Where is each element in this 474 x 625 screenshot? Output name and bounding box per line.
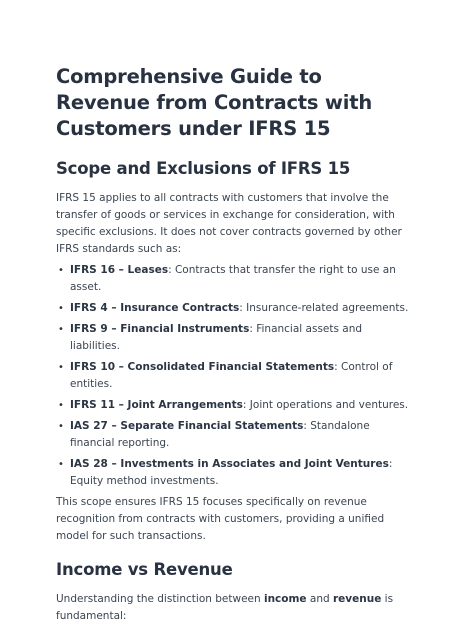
list-item-description: : Control of entities. <box>70 361 393 390</box>
list-item <box>56 418 414 452</box>
income-text-middle: and <box>306 593 333 605</box>
list-item-term: IFRS 9 – Financial Instruments <box>70 323 250 335</box>
list-item <box>56 359 414 393</box>
income-heading: Income vs Revenue <box>56 560 233 579</box>
list-item <box>56 300 414 317</box>
list-item <box>56 262 414 296</box>
list-item <box>56 456 414 490</box>
scope-intro-paragraph: IFRS 15 applies to all contracts with customers that involve the transfer of goods or services in exchange for consideration, with specific exclusions. It does not cover contracts governed by other IFRS standards such as: <box>56 192 402 255</box>
bullet-icon: • <box>58 265 64 276</box>
bullet-icon: • <box>58 421 64 432</box>
list-item-term: IFRS 16 – Leases <box>70 264 169 276</box>
income-term: income <box>263 593 307 605</box>
income-text-before: Understanding the distinction between <box>56 593 264 605</box>
bullet-icon: • <box>58 400 64 411</box>
list-item-term: IFRS 4 – Insurance Contracts <box>70 302 240 314</box>
scope-heading: Scope and Exclusions of IFRS 15 <box>56 159 351 178</box>
bullet-icon: • <box>58 324 64 335</box>
income-paragraph <box>56 591 414 625</box>
list-item-description: : Insurance-related agreements. <box>239 302 409 314</box>
list-item-term: IFRS 10 – Consolidated Financial Statements <box>70 361 335 373</box>
exclusions-list <box>56 262 414 490</box>
bullet-icon: • <box>58 459 64 470</box>
list-item-description: : Equity method investments. <box>70 458 393 487</box>
list-item-term: IAS 28 – Investments in Associates and Joint Ventures <box>70 458 389 470</box>
list-item-term: IAS 27 – Separate Financial Statements <box>70 420 304 432</box>
list-item-description: : Standalone financial reporting. <box>70 420 370 449</box>
list-item-description: : Contracts that transfer the right to use an asset. <box>70 264 396 293</box>
list-item-description: : Financial assets and liabilities. <box>70 323 363 352</box>
income-text-after: is fundamental: <box>56 593 394 622</box>
bullet-icon: • <box>58 303 64 314</box>
list-item-description: : Joint operations and ventures. <box>242 399 409 411</box>
revenue-term: revenue <box>333 593 382 605</box>
bullet-icon: • <box>58 362 64 373</box>
document-title: Comprehensive Guide to Revenue from Contracts with Customers under IFRS 15 <box>56 65 373 140</box>
list-item-term: IFRS 11 – Joint Arrangements <box>70 399 243 411</box>
list-item <box>56 397 414 414</box>
list-item <box>56 321 414 355</box>
scope-closing-paragraph: This scope ensures IFRS 15 focuses specifically on revenue recognition from contracts with customers, providing a unified model for such transactions. <box>56 496 385 542</box>
